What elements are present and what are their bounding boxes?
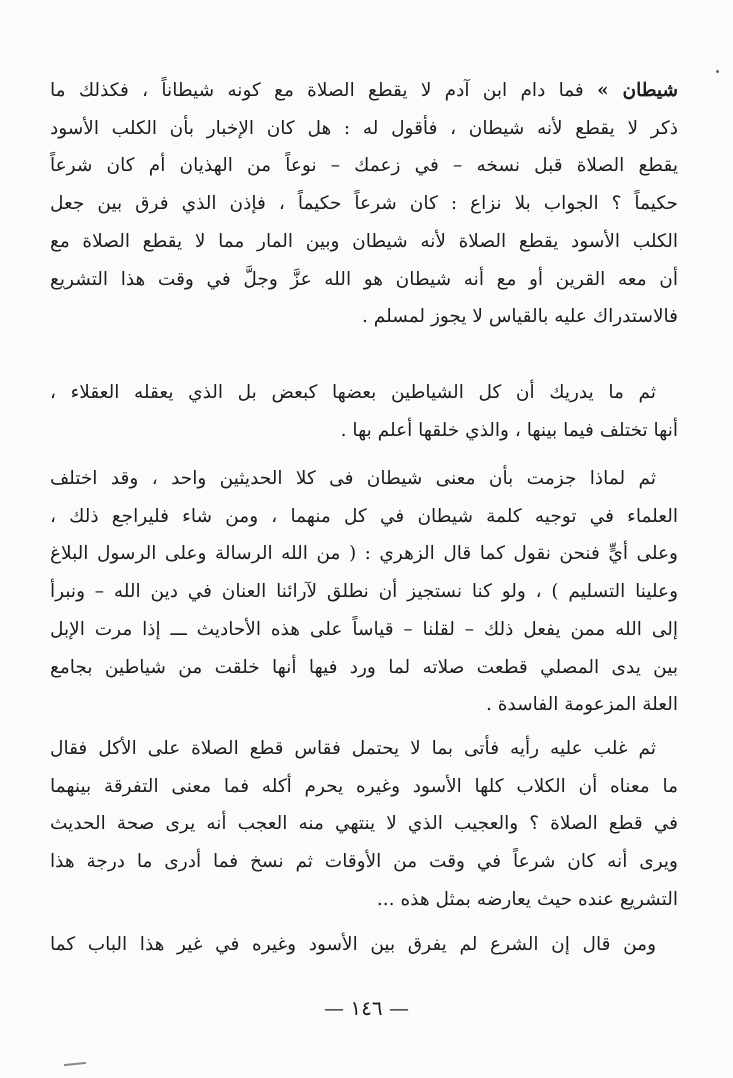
text-line: ومن قال إن الشرع لم يفرق بين الأسود وغيره في غير هذا الباب كما <box>50 934 656 955</box>
paragraph-4 <box>50 730 678 919</box>
text-line: أنها تختلف فيما بينها ، والذي خلقها أعلم بها . <box>340 419 678 441</box>
text-line: ثم غلب عليه رأيه فأتى بما لا يحتمل فقاس قطع الصلاة على الأكل فقال <box>50 738 656 759</box>
text-line: شيطان » فما دام ابن آدم لا يقطع الصلاة مع كونه شيطاناً ، فكذلك ما <box>50 80 678 101</box>
paragraph-1 <box>50 72 678 336</box>
text-line: في قطع الصلاة ؟ والعجيب الذي لا ينتهي منه العجب أنه يرى صحة الحديث <box>50 813 678 835</box>
text-line: ويرى أنه كان شرعاً في وقت من الأوقات ثم نسخ فما أدرى ما درجة هذا <box>50 851 678 873</box>
paragraph-3 <box>50 460 678 724</box>
text-line: وعلينا التسليم ) ، ولو كنا نستجيز أن نطلق لآرائنا العنان في دين الله – ونبرأ <box>50 581 678 603</box>
paragraph-2 <box>50 374 678 449</box>
text-line: الكلب الأسود يقطع الصلاة لأنه شيطان وبين المار مما لا يقطع الصلاة مع <box>50 230 678 252</box>
paragraph-5 <box>50 926 678 964</box>
scan-speck <box>716 70 719 73</box>
text-line: أن معه القرين أو مع أنه شيطان هو الله عزَّ وجلَّ في وقت هذا التشريع <box>50 268 678 290</box>
text-line: العلماء في توجيه كلمة شيطان في كل منهما ، ومن شاء فليراجع ذلك ، <box>50 505 678 527</box>
text-line: فالاستدراك عليه بالقياس لا يجوز لمسلم . <box>362 306 678 328</box>
text-line: حكيماً ؟ الجواب بلا نزاع : كان شرعاً حكيماً ، فإذن الذي فرق بين جعل <box>50 193 678 215</box>
text-line: ثم لماذا جزمت بأن معنى شيطان فى كلا الحديثين واحد ، وقد اختلف <box>50 468 656 489</box>
page-number: — ١٤٦ — <box>324 996 409 1020</box>
scan-mark <box>64 1062 86 1066</box>
text-line: ذكر لا يقطع لأنه شيطان ، فأقول له : هل كان الإخبار بأن الكلب الأسود <box>50 117 678 139</box>
bold-term: شيطان » <box>597 80 678 101</box>
text-line: العلة المزعومة الفاسدة . <box>485 694 678 716</box>
text-line: ثم ما يدريك أن كل الشياطين بعضها كبعض بل الذي يعقله العقلاء ، <box>50 382 656 403</box>
text-line: التشريع عنده حيث يعارضه بمثل هذه ... <box>376 888 678 910</box>
text-line: وعلى أيٍّ فنحن نقول كما قال الزهري : ( من الله الرسالة وعلى الرسول البلاغ <box>50 543 678 565</box>
text-line: يقطع الصلاة قبل نسخه – في زعمك – نوعاً من الهذيان أم كان شرعاً <box>50 155 678 177</box>
text-line: إلى الله ممن يفعل ذلك – لقلنا – قياساً على هذه الأحاديث ـــ إذا مرت الإبل <box>50 618 678 640</box>
text-line: بين يدى المصلي قطعت صلاته لما ورد فيها أنها خلقت من شياطين بجامع <box>50 656 678 678</box>
text-line: ما معناه أن الكلاب كلها الأسود وغيره يحرم أكله فما معنى التفرقة بينهما <box>50 775 678 797</box>
